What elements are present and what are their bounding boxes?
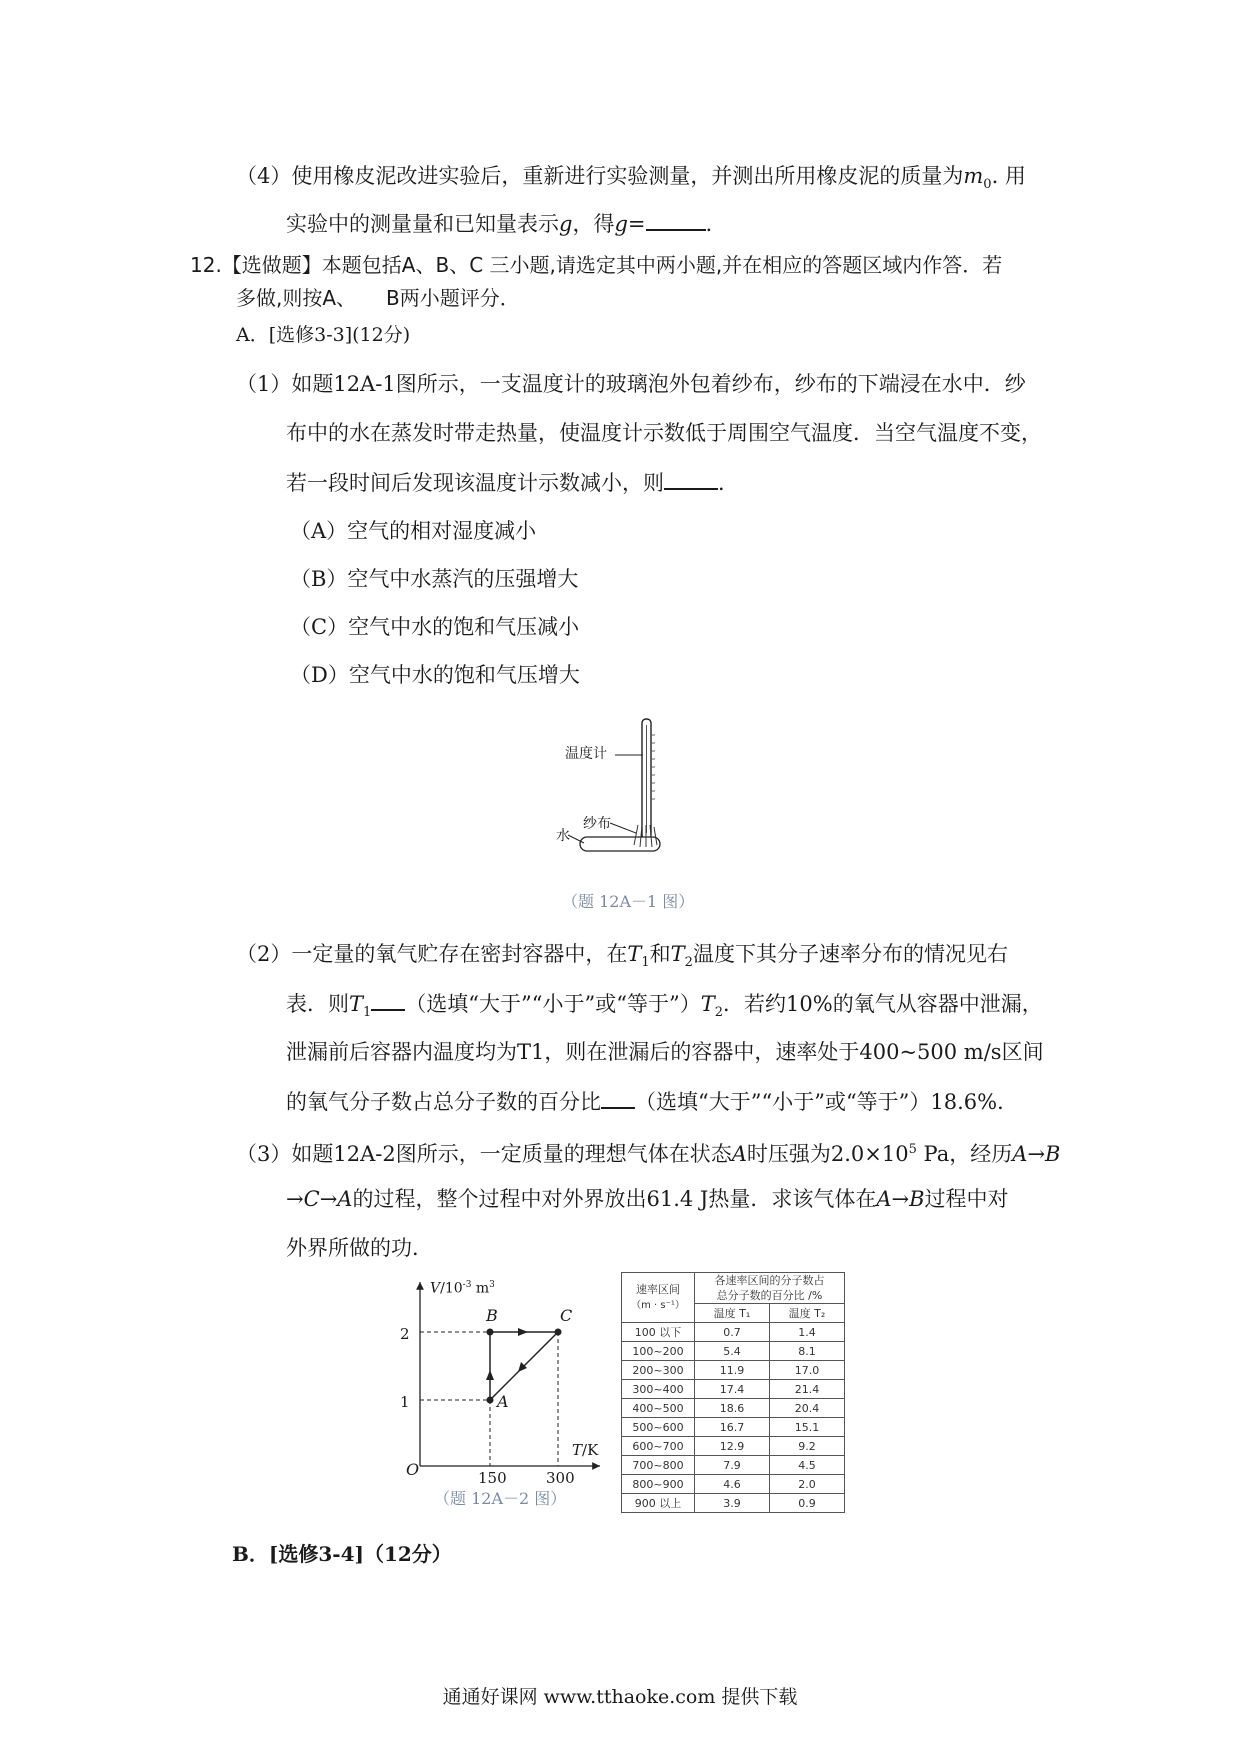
arrow-a-b [486, 1370, 494, 1380]
p1-line1: （1）如题12A-1图所示，一支温度计的玻璃泡外包着纱布，纱布的下端浸在水中．纱 [236, 372, 1026, 396]
table-cell: 3.9 [695, 1494, 770, 1513]
point-a [487, 1397, 494, 1404]
part-a-title: A．[选修3-3](12分) [236, 324, 411, 346]
graph-xtick-150: 150 [478, 1469, 507, 1487]
table-cell: 700~800 [622, 1456, 695, 1475]
table-cell: 7.9 [695, 1456, 770, 1475]
table-row [622, 1456, 845, 1475]
graph-ytick-2: 2 [400, 1325, 410, 1343]
p2-line3: 泄漏前后容器内温度均为T1，则在泄漏后的容器中，速率处于400~500 m/s区间 [286, 1040, 1044, 1064]
table-cell: 1.4 [770, 1323, 845, 1342]
table-cell: 200~300 [622, 1361, 695, 1380]
fig2-caption: （题 12A－2 图） [434, 1489, 567, 1508]
q12-heading-line1: 12.【选做题】本题包括A、B、C 三小题,请选定其中两小题,并在相应的答题区域内作答．若 [190, 253, 1003, 277]
speed-distribution-table [621, 1272, 845, 1513]
table-cell: 900 以上 [622, 1494, 695, 1513]
table-cell: 4.6 [695, 1475, 770, 1494]
answer-blank-2b[interactable] [601, 1087, 635, 1109]
graph-xlabel: T/K [572, 1441, 599, 1459]
p2-line1: （2）一定量的氧气贮存在密封容器中，在$T_1$和$T_2$温度下其分子速率分布的情况见右 [236, 942, 1008, 971]
table-cell: 0.9 [770, 1494, 845, 1513]
table-row [622, 1380, 845, 1399]
table-row [622, 1475, 845, 1494]
table-body [622, 1323, 845, 1513]
table-cell: 21.4 [770, 1380, 845, 1399]
p3-line1: （3）如题12A-2图所示，一定质量的理想气体在状态A时压强为$2.0\times 10^5$ Pa，经历A→B [236, 1142, 1061, 1166]
table-cell: 800~900 [622, 1475, 695, 1494]
table-row [622, 1494, 845, 1513]
table-row [622, 1323, 845, 1342]
table-cell: 16.7 [695, 1418, 770, 1437]
part-b-title: B．[选修3-4]（12分） [232, 1542, 452, 1566]
graph-point-label-c: C [560, 1306, 573, 1325]
p2-line4: 的氧气分子数占总分子数的百分比 （选填“大于”“小于”或“等于”）18.6%． [286, 1087, 1018, 1116]
table-row [622, 1361, 845, 1380]
table-cell: 100 以下 [622, 1323, 695, 1342]
table-cell: 15.1 [770, 1418, 845, 1437]
table-cell: 11.9 [695, 1361, 770, 1380]
label-water: 水 [556, 828, 570, 844]
table-cell: 18.6 [695, 1399, 770, 1418]
graph-ytick-1: 1 [400, 1393, 410, 1411]
table-row [622, 1418, 845, 1437]
table-cell: 20.4 [770, 1399, 845, 1418]
graph-xtick-300: 300 [546, 1469, 575, 1487]
p3-line3: 外界所做的功． [286, 1236, 433, 1260]
p1-line2: 布中的水在蒸发时带走热量，使温度计示数低于周围空气温度．当空气温度不变， [286, 421, 1042, 445]
table-cell: 500~600 [622, 1418, 695, 1437]
graph-point-label-a: A [497, 1392, 509, 1411]
option-d: （D）空气中水的饱和气压增大 [290, 663, 580, 687]
table-cell: 8.1 [770, 1342, 845, 1361]
table-cell: 100~200 [622, 1342, 695, 1361]
graph-ylabel: $V/10^{-3}$ $m^3$ [430, 1280, 495, 1297]
table-cell: 2.0 [770, 1475, 845, 1494]
p3-line2: →C→A的过程，整个过程中对外界放出61.4 J热量．求该气体在A→B过程中对 [286, 1187, 1009, 1211]
p2-line2: 表．则$T_1$ （选填“大于”“小于”或“等于$”)T_2$．若约10%的氧气从容器中泄漏， [286, 989, 1043, 1027]
option-c: （C）空气中水的饱和气压减小 [290, 615, 580, 639]
leader-gauze [610, 823, 636, 833]
q4-line1: （4）使用橡皮泥改进实验后，重新进行实验测量，并测出所用橡皮泥的质量为$m_0$. 用 [236, 164, 1026, 193]
table-row [622, 1399, 845, 1418]
header-speed-range: 速率区间 （m · s⁻¹） [622, 1273, 695, 1323]
table-cell: 5.4 [695, 1342, 770, 1361]
table-cell: 4.5 [770, 1456, 845, 1475]
table-row [622, 1437, 845, 1456]
graph-origin: O [406, 1460, 420, 1479]
answer-blank-g[interactable] [646, 209, 706, 231]
header-t2: 温度 T₂ [770, 1304, 845, 1323]
p1-line3: 若一段时间后发现该温度计示数减小，则 ． [286, 468, 739, 497]
answer-blank-2a[interactable] [371, 989, 405, 1011]
q12-heading-line2: 多做,则按A、 B两小题评分． [236, 286, 520, 310]
arrow-b-c [518, 1328, 528, 1336]
answer-blank-1[interactable] [664, 468, 718, 490]
q4-line2: 实验中的测量量和已知量表示g，得g= . [286, 209, 712, 238]
label-gauze: 纱布 [583, 816, 611, 832]
fig1-caption: （题 12A－1 图） [562, 892, 695, 911]
table-cell: 9.2 [770, 1437, 845, 1456]
table-header-row [622, 1273, 845, 1304]
graph-point-label-b: B [486, 1306, 498, 1325]
table-cell: 17.0 [770, 1361, 845, 1380]
footer: 通通好课网 www.tthaoke.com 提供下载 [442, 1686, 798, 1708]
header-percentage: 各速率区间的分子数占 总分子数的百分比 /% [695, 1273, 845, 1304]
option-a: （A）空气的相对湿度减小 [290, 519, 537, 543]
table-cell: 600~700 [622, 1437, 695, 1456]
water-dish [580, 837, 660, 851]
table-cell: 0.7 [695, 1323, 770, 1342]
table-cell: 17.4 [695, 1380, 770, 1399]
option-b: （B）空气中水蒸汽的压强增大 [290, 567, 579, 591]
table-cell: 12.9 [695, 1437, 770, 1456]
thermometer-figure [560, 715, 710, 865]
table-row [622, 1342, 845, 1361]
table-cell: 400~500 [622, 1399, 695, 1418]
label-thermometer: 温度计 [565, 746, 607, 762]
header-t1: 温度 T₁ [695, 1304, 770, 1323]
table-cell: 300~400 [622, 1380, 695, 1399]
